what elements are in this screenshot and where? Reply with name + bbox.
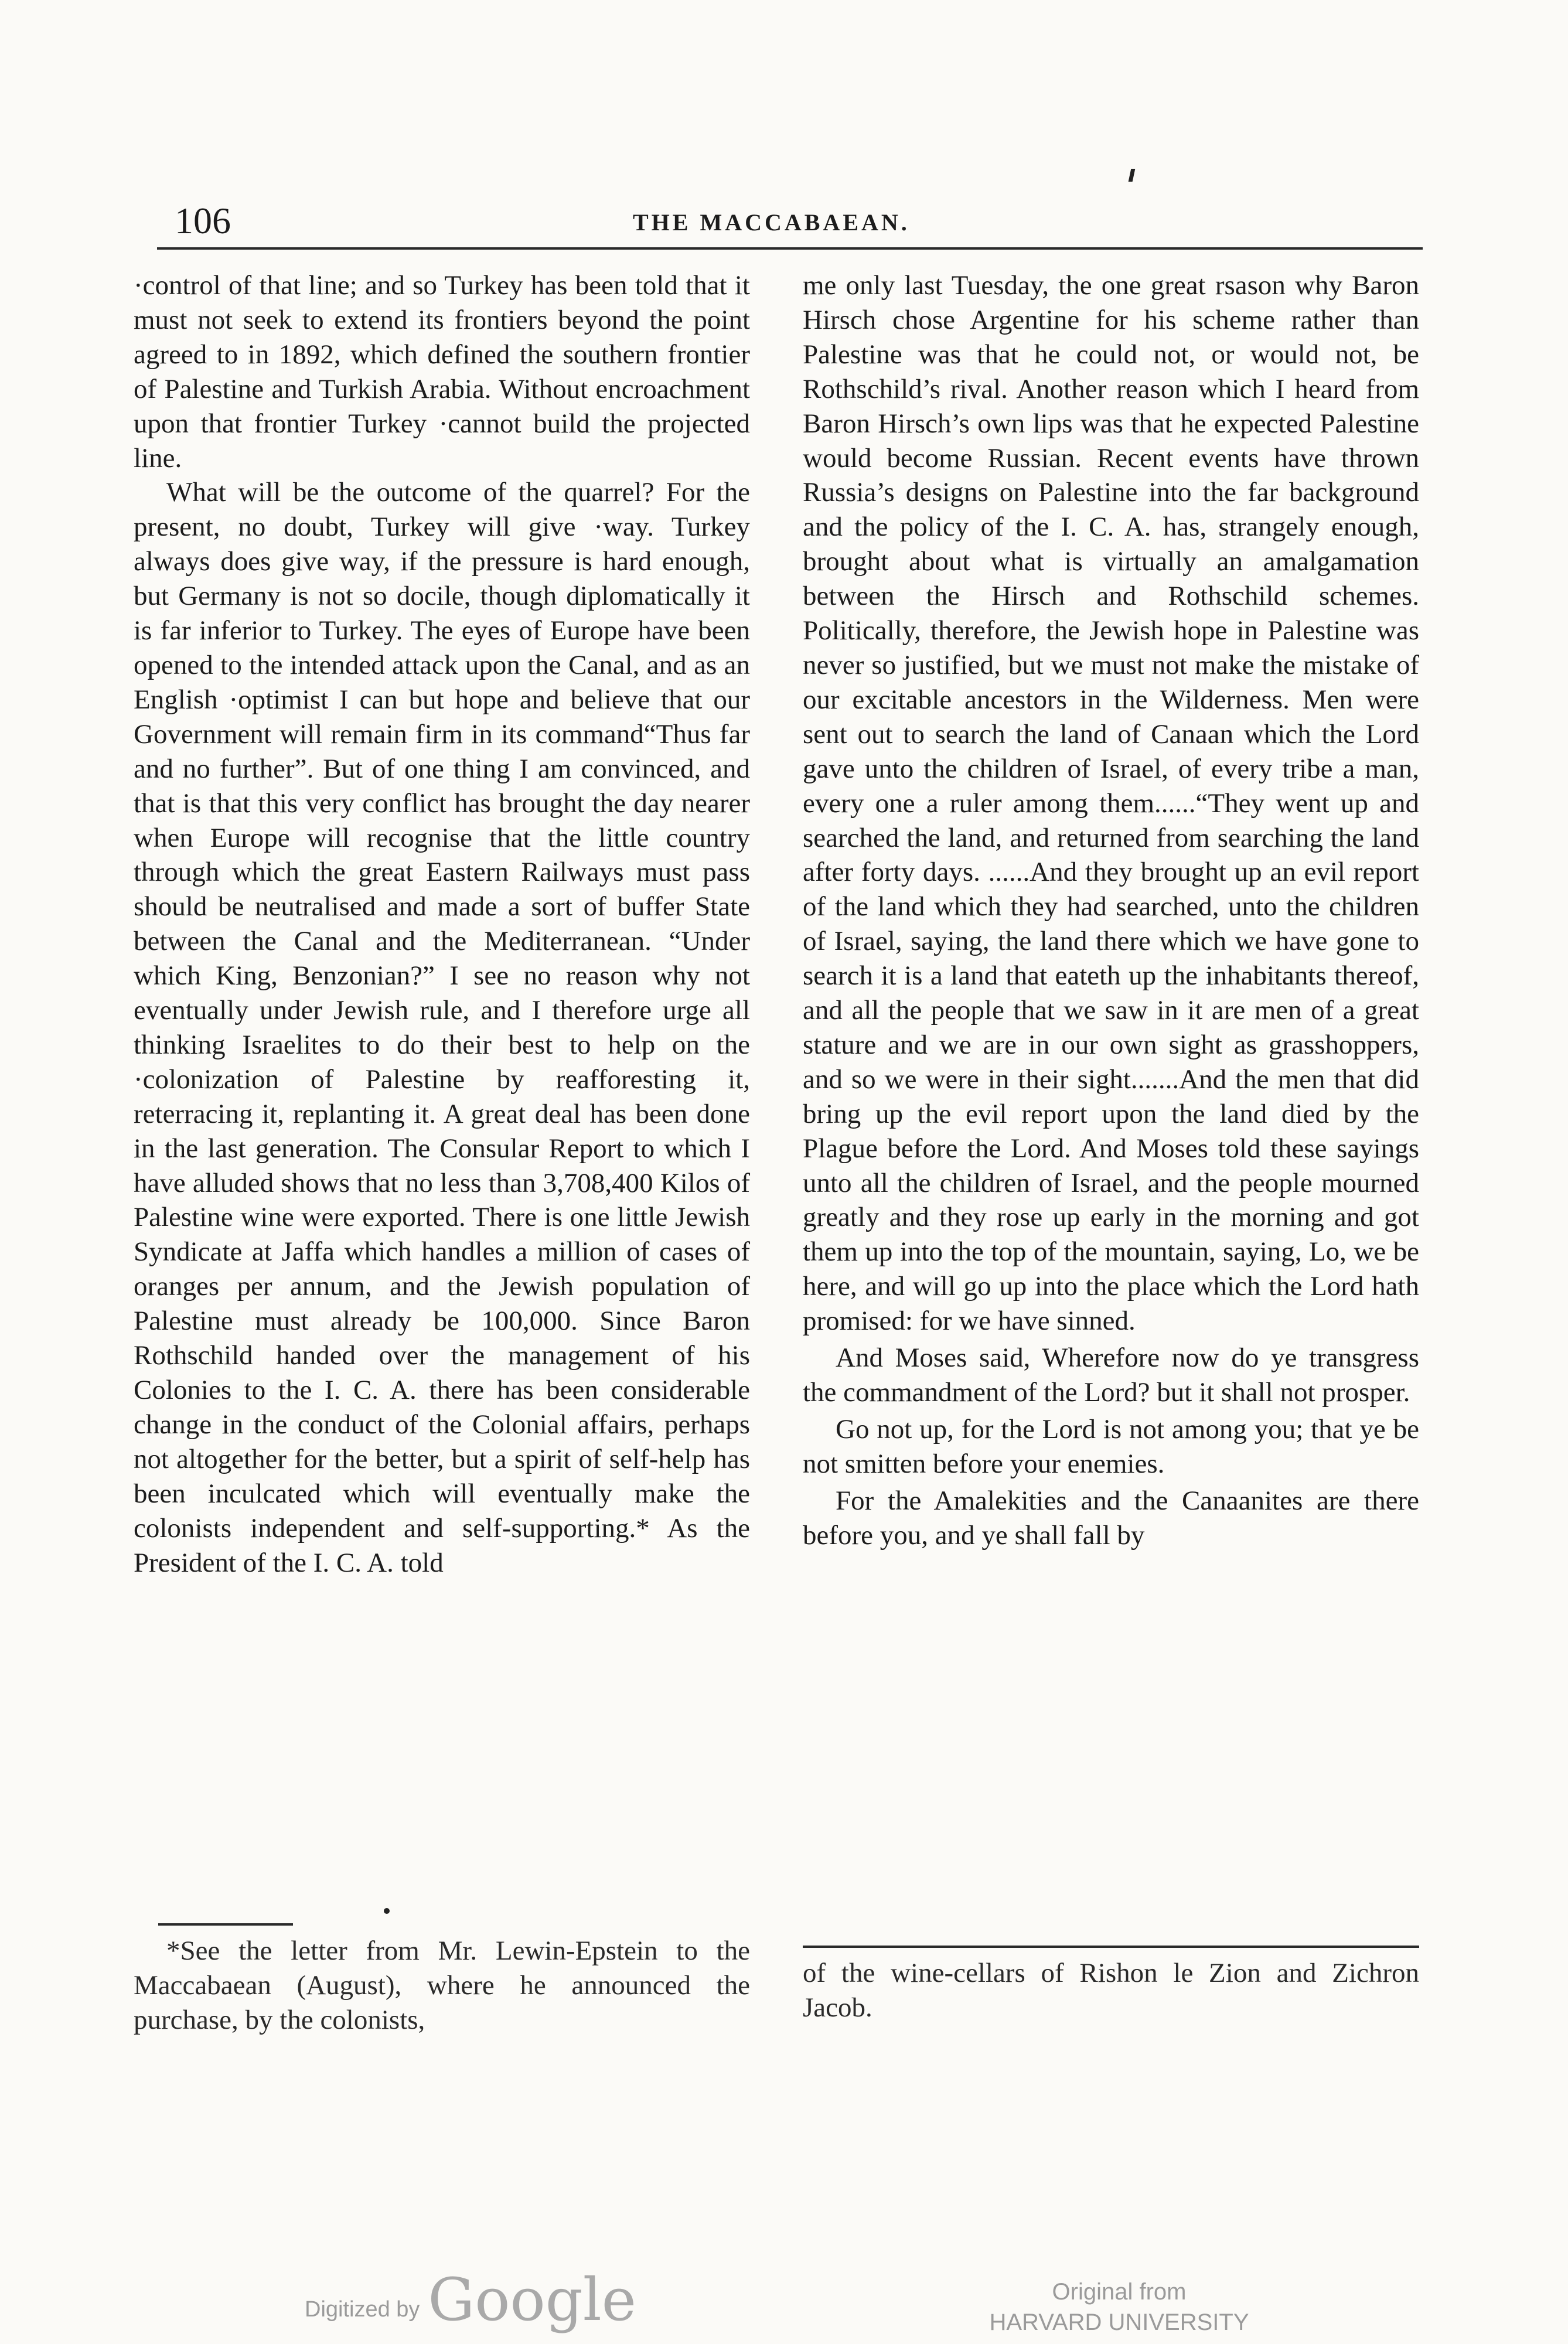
footnote-text: *See the letter from Mr. Lewin-Epstein to the Maccabaean (August), where he announced the purchase, by the colonists, bbox=[134, 1936, 750, 2035]
footnote-left bbox=[134, 1934, 750, 2038]
paragraph: ·control of that line; and so Turkey has been told that it must not seek to extend its frontiers beyond the point agreed to in 1892, which defined the southern frontier of Palestine and Turkish Arabia. Without encroachment upon that frontier Turkey ·cannot build the projected line. bbox=[134, 270, 750, 473]
footnote-rule bbox=[803, 1946, 1419, 1948]
footnote-rule bbox=[158, 1923, 293, 1926]
right-column bbox=[803, 268, 1419, 1553]
footnote-right bbox=[803, 1956, 1419, 2025]
left-column bbox=[134, 268, 750, 1580]
footnote-bullet bbox=[384, 1908, 390, 1914]
paragraph: Go not up, for the Lord is not among you; that ye be not smitten before your enemies. bbox=[803, 1413, 1419, 1479]
paragraph: What will be the outcome of the quarrel? For the present, no doubt, Turkey will give ·way. Turkey always does give way, if the pressure is hard enough, but Germany is not so docile, though diplomatically it is far inferior to Turkey. The eyes of Europe have been opened to the intended attack upon the Canal, and as an English ·optimist I can but hope and believe that our Government will remain firm in its command“Thus far and no further”. But of one thing I am convinced, and that is that this very conflict has brought the day nearer when Europe will recognise that the little country through which the great Eastern Railways must pass should be neutralised and made a sort of buffer State between the Canal and the Mediterranean. “Under which King, Benzonian?” I see no reason why not eventually under Jewish rule, and I therefore urge all thinking Israelites to do their best to help on the ·colonization of Palestine by reafforesting it, reterracing it, replanting it. A great deal has been done in the last generation. The Consular Report to which I have alluded shows that no less than 3,708,400 Kilos of Palestine wine were exported. There is one little Jewish Syndicate at Jaffa which handles a million of cases of oranges per annum, and the Jewish population of Palestine must already be 100,000. Since Baron Rothschild handed over the management of his Colonies to the I. C. A. there has been considerable change in the conduct of the Colonial affairs, perhaps not altogether for the better, but a spirit of self-help has been inculcated which will eventually make the colonists independent and self-supporting.* As the President of the I. C. A. told bbox=[134, 477, 750, 1578]
footnote-text: of the wine-cellars of Rishon le Zion and Zichron Jacob. bbox=[803, 1958, 1419, 2023]
provenance-watermark bbox=[955, 2277, 1283, 2338]
paragraph: me only last Tuesday, the one great rsason why Baron Hirsch chose Argentine for his scheme rather than Palestine was that he could not, or would not, be Rothschild’s rival. Another reason which I heard from Baron Hirsch’s own lips was that he expected Palestine would become Russian. Recent events have thrown Russia’s designs on Palestine into the far background and the policy of the I. C. A. has, strangely enough, brought about what is virtually an amalgamation between the Hirsch and Rothschild schemes. Politically, therefore, the Jewish hope in Palestine was never so justified, but we must not make the mistake of our excitable ancestors in the Wilderness. Men were sent out to search the land of Canaan which the Lord gave unto the children of Israel, of every tribe a man, every one a ruler among them......“They went up and searched the land, and returned from searching the land after forty days. ......And they brought up an evil report of the land which they had searched, unto the children of Israel, saying, the land there which we have gone to search it is a land that eateth up the inhabitants thereof, and all the people that we saw in it are men of a great stature and we are in our own sight as grasshoppers, and so we were in their sight.......And the men that did bring up the evil report upon the land died by the Plague before the Lord. And Moses told these sayings unto all the children of Israel, and the people mourned greatly and they rose up early in the morning and got them up into the top of the mountain, saying, Lo, we be here, and will go up into the place which the Lord hath promised: for we have sinned. bbox=[803, 270, 1419, 1337]
ink-speck bbox=[1129, 169, 1136, 182]
institution-name: HARVARD UNIVERSITY bbox=[989, 2309, 1249, 2335]
original-from-label: Original from bbox=[1052, 2279, 1187, 2305]
paragraph: And Moses said, Wherefore now do ye transgress the commandment of the Lord? but it shall not prosper. bbox=[803, 1343, 1419, 1408]
running-head: THE MACCABAEAN. bbox=[633, 209, 910, 236]
digitized-by-label: Digitized by bbox=[305, 2297, 420, 2322]
paragraph: For the Amalekities and the Canaanites are there before you, and ye shall fall by bbox=[803, 1485, 1419, 1551]
google-logo: Google bbox=[428, 2265, 636, 2334]
digitized-by-watermark bbox=[305, 2265, 636, 2334]
page-number: 106 bbox=[175, 200, 231, 241]
header-rule bbox=[157, 247, 1423, 250]
